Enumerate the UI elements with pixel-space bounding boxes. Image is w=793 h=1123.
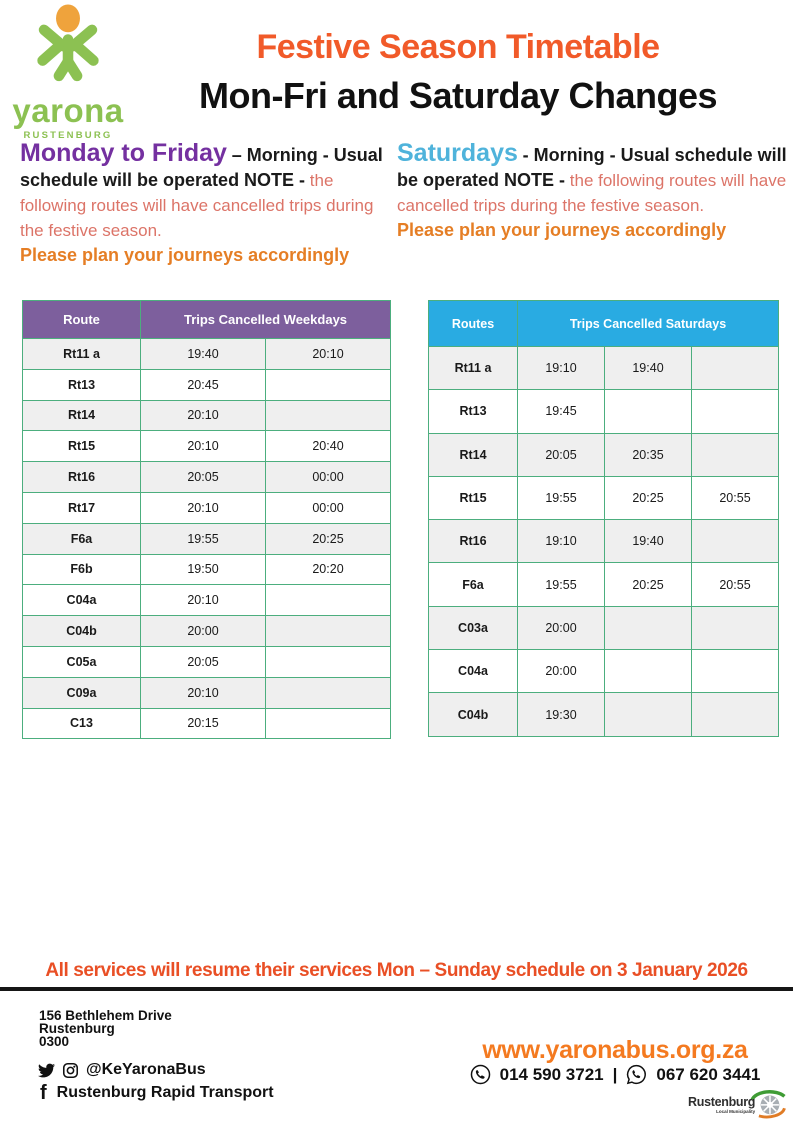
whatsapp-number-text: 067 620 3441 bbox=[656, 1064, 761, 1084]
table-row bbox=[23, 646, 391, 677]
route-cell: C04a bbox=[23, 585, 141, 616]
route-cell: C13 bbox=[23, 708, 141, 739]
route-cell: C05a bbox=[23, 646, 141, 677]
municipality-logo bbox=[688, 1085, 788, 1123]
route-cell: Rt11 a bbox=[429, 347, 518, 390]
time-cell: 20:45 bbox=[141, 369, 266, 400]
time-cell bbox=[692, 390, 779, 433]
trips-column-header: Trips Cancelled Saturdays bbox=[518, 301, 779, 347]
time-cell: 20:10 bbox=[141, 492, 266, 523]
time-cell bbox=[605, 390, 692, 433]
table-row bbox=[429, 476, 779, 519]
table-row bbox=[23, 554, 391, 585]
route-cell: F6b bbox=[23, 554, 141, 585]
time-cell: 00:00 bbox=[266, 462, 391, 493]
social-handles-row bbox=[38, 1061, 206, 1079]
weekday-plan-text: Please plan your journeys accordingly bbox=[20, 245, 350, 265]
time-cell: 20:00 bbox=[141, 616, 266, 647]
saturday-intro-section bbox=[397, 138, 789, 243]
route-cell: F6a bbox=[23, 523, 141, 554]
time-cell bbox=[266, 616, 391, 647]
table-row bbox=[429, 650, 779, 693]
time-cell: 20:10 bbox=[141, 677, 266, 708]
table-row bbox=[429, 433, 779, 476]
time-cell: 20:55 bbox=[692, 563, 779, 606]
route-cell: C03a bbox=[429, 606, 518, 649]
municipality-subtitle: Local Municipality bbox=[716, 1108, 756, 1114]
weekday-heading: Monday to Friday bbox=[20, 139, 227, 167]
time-cell: 20:25 bbox=[605, 563, 692, 606]
route-column-header: Route bbox=[23, 301, 141, 339]
time-cell: 19:55 bbox=[518, 476, 605, 519]
time-cell: 20:05 bbox=[518, 433, 605, 476]
table-row bbox=[429, 390, 779, 433]
page-title: Festive Season Timetable bbox=[256, 28, 660, 66]
table-row bbox=[429, 693, 779, 736]
route-cell: Rt13 bbox=[23, 369, 141, 400]
time-cell: 20:10 bbox=[141, 585, 266, 616]
table-row bbox=[23, 708, 391, 739]
route-cell: C04b bbox=[429, 693, 518, 736]
time-cell: 20:10 bbox=[266, 339, 391, 370]
time-cell: 19:40 bbox=[141, 339, 266, 370]
page-subtitle: Mon-Fri and Saturday Changes bbox=[198, 75, 718, 116]
phone-numbers-row bbox=[440, 1064, 790, 1085]
time-cell: 20:40 bbox=[266, 431, 391, 462]
table-row bbox=[23, 400, 391, 431]
route-cell: Rt15 bbox=[429, 476, 518, 519]
weekday-lead-text: – Morning - Usual schedule will be operated NOTE - bbox=[20, 145, 383, 190]
time-cell bbox=[605, 693, 692, 736]
time-cell: 20:00 bbox=[518, 606, 605, 649]
saturday-note-text: the following routes will have cancelled trips during the festive season. bbox=[397, 171, 787, 215]
time-cell: 20:10 bbox=[141, 431, 266, 462]
table-row bbox=[23, 616, 391, 647]
logo-city-text: RUSTENBURG bbox=[23, 130, 113, 141]
time-cell: 19:45 bbox=[518, 390, 605, 433]
time-cell bbox=[692, 693, 779, 736]
route-cell: Rt14 bbox=[23, 400, 141, 431]
time-cell: 20:00 bbox=[518, 650, 605, 693]
instagram-icon bbox=[62, 1062, 79, 1079]
route-column-header: Routes bbox=[429, 301, 518, 347]
saturday-heading: Saturdays bbox=[397, 139, 518, 167]
route-cell: C09a bbox=[23, 677, 141, 708]
time-cell: 19:55 bbox=[141, 523, 266, 554]
time-cell: 19:40 bbox=[605, 520, 692, 563]
table-row bbox=[23, 523, 391, 554]
time-cell: 20:35 bbox=[605, 433, 692, 476]
table-row bbox=[429, 347, 779, 390]
weekday-note-text: the following routes will have cancelled trips during the festive season. bbox=[20, 171, 374, 240]
route-cell: Rt11 a bbox=[23, 339, 141, 370]
twitter-icon bbox=[38, 1062, 55, 1079]
weekday-intro-paragraph bbox=[20, 138, 392, 243]
phone-icon bbox=[470, 1064, 491, 1085]
table-row bbox=[23, 585, 391, 616]
table-row bbox=[23, 462, 391, 493]
table-row bbox=[23, 339, 391, 370]
table-header-row bbox=[429, 301, 779, 347]
weekday-intro-section bbox=[20, 138, 392, 268]
table-row bbox=[23, 492, 391, 523]
saturday-plan-text: Please plan your journeys accordingly bbox=[397, 220, 727, 240]
time-cell: 20:10 bbox=[141, 400, 266, 431]
table-row bbox=[23, 677, 391, 708]
address-block bbox=[39, 1009, 172, 1048]
time-cell bbox=[266, 585, 391, 616]
route-cell: Rt17 bbox=[23, 492, 141, 523]
route-cell: Rt13 bbox=[429, 390, 518, 433]
table-header-row bbox=[23, 301, 391, 339]
address-line: Rustenburg bbox=[39, 1021, 115, 1036]
time-cell: 20:25 bbox=[605, 476, 692, 519]
table-row bbox=[429, 520, 779, 563]
phone-separator: | bbox=[612, 1064, 618, 1084]
resume-notice: All services will resume their services Mon – Sunday schedule on 3 January 2026 bbox=[45, 960, 748, 981]
table-row bbox=[23, 369, 391, 400]
time-cell bbox=[605, 650, 692, 693]
yarona-figure-icon bbox=[20, 4, 116, 96]
time-cell bbox=[266, 369, 391, 400]
whatsapp-icon bbox=[626, 1064, 647, 1085]
route-cell: Rt16 bbox=[429, 520, 518, 563]
table-row bbox=[23, 431, 391, 462]
time-cell: 19:50 bbox=[141, 554, 266, 585]
time-cell: 19:10 bbox=[518, 520, 605, 563]
route-cell: F6a bbox=[429, 563, 518, 606]
time-cell: 20:15 bbox=[141, 708, 266, 739]
route-cell: C04a bbox=[429, 650, 518, 693]
time-cell: 19:10 bbox=[518, 347, 605, 390]
municipality-name: Rustenburg bbox=[688, 1094, 756, 1109]
time-cell: 20:20 bbox=[266, 554, 391, 585]
facebook-name-text: Rustenburg Rapid Transport bbox=[56, 1084, 274, 1101]
time-cell bbox=[266, 400, 391, 431]
time-cell bbox=[692, 520, 779, 563]
time-cell bbox=[692, 347, 779, 390]
time-cell bbox=[266, 708, 391, 739]
logo-brand-text: yarona bbox=[12, 92, 124, 129]
saturday-intro-paragraph bbox=[397, 138, 789, 218]
time-cell: 19:55 bbox=[518, 563, 605, 606]
time-cell bbox=[692, 606, 779, 649]
time-cell bbox=[605, 606, 692, 649]
trips-column-header: Trips Cancelled Weekdays bbox=[141, 301, 391, 339]
time-cell bbox=[692, 650, 779, 693]
route-cell: C04b bbox=[23, 616, 141, 647]
route-cell: Rt15 bbox=[23, 431, 141, 462]
header-titles bbox=[128, 0, 788, 117]
phone-number-text: 014 590 3721 bbox=[499, 1064, 604, 1084]
table-row bbox=[429, 606, 779, 649]
saturday-cancellations-table bbox=[428, 300, 779, 737]
address-line: 156 Bethlehem Drive bbox=[39, 1008, 172, 1023]
time-cell: 19:30 bbox=[518, 693, 605, 736]
website-url: www.yaronabus.org.za bbox=[482, 1036, 748, 1064]
time-cell bbox=[266, 677, 391, 708]
social-handle-text: @KeYaronaBus bbox=[86, 1061, 206, 1078]
weekday-cancellations-table bbox=[22, 300, 391, 739]
yarona-logo bbox=[10, 4, 126, 141]
time-cell: 20:55 bbox=[692, 476, 779, 519]
time-cell: 20:25 bbox=[266, 523, 391, 554]
time-cell: 20:05 bbox=[141, 646, 266, 677]
municipality-text bbox=[688, 1095, 755, 1114]
facebook-icon: f bbox=[40, 1082, 47, 1104]
table-row bbox=[429, 563, 779, 606]
address-line: 0300 bbox=[39, 1034, 70, 1049]
time-cell: 19:40 bbox=[605, 347, 692, 390]
route-cell: Rt16 bbox=[23, 462, 141, 493]
route-cell: Rt14 bbox=[429, 433, 518, 476]
time-cell bbox=[266, 646, 391, 677]
time-cell bbox=[692, 433, 779, 476]
facebook-row bbox=[38, 1083, 274, 1103]
footer-divider bbox=[0, 987, 793, 991]
time-cell: 00:00 bbox=[266, 492, 391, 523]
time-cell: 20:05 bbox=[141, 462, 266, 493]
saturday-lead-text: - Morning - Usual schedule will be operated NOTE - bbox=[397, 145, 787, 190]
